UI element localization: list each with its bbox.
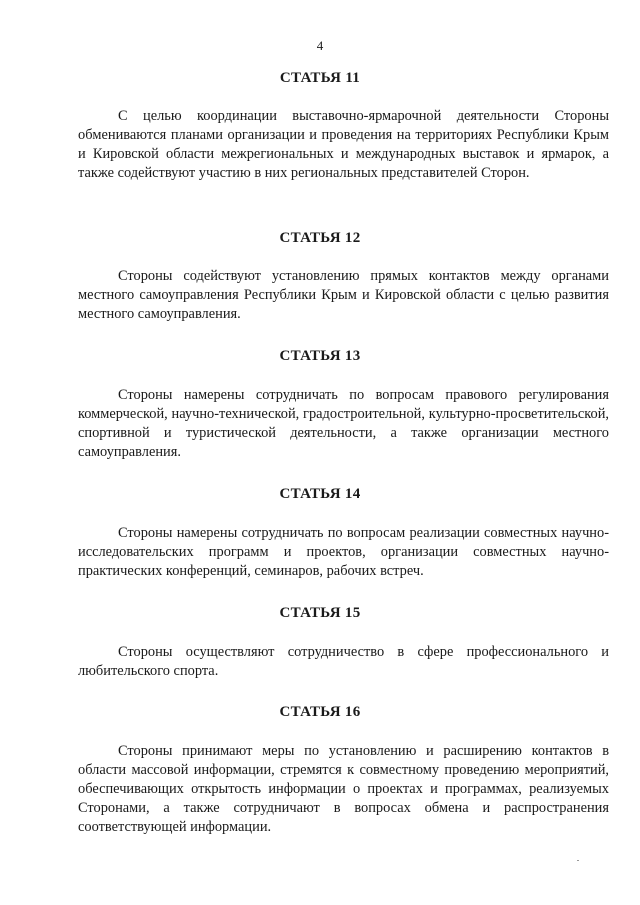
article-16-heading: СТАТЬЯ 16 [279, 704, 361, 720]
scan-speck [577, 860, 579, 861]
article-16-text: Стороны принимают меры по установлению и расширению контактов в области массовой информации, стремятся к совместному проведению мероприятий, обеспечивающих открытость информации о проектах и программах, реализуемых Сторонами, а также сотрудничают в вопросах обмена и распространения соответствующей информации. [78, 743, 609, 835]
article-15-heading: СТАТЬЯ 15 [279, 605, 361, 621]
article-13-text: Стороны намерены сотрудничать по вопросам правового регулирования коммерческой, научно-технической, градостроительной, культурно-просветительской, спортивной и туристической деятельности, а также организации местного самоуправления. [78, 387, 609, 460]
article-15-text: Стороны осуществляют сотрудничество в сфере профессионального и любительского спорта. [78, 644, 609, 679]
article-14-text: Стороны намерены сотрудничать по вопросам реализации совместных научно-исследовательских программ и проектов, организации совместных научно-практических конференций, семинаров, рабочих встреч. [78, 525, 609, 579]
article-11-heading: СТАТЬЯ 11 [279, 70, 361, 86]
article-12-text: Стороны содействуют установлению прямых контактов между органами местного самоуправления Республики Крым и Кировской области с целью развития местного самоуправления. [78, 268, 609, 322]
article-14-heading: СТАТЬЯ 14 [279, 486, 361, 502]
article-12-heading: СТАТЬЯ 12 [279, 230, 361, 246]
page-number: 4 [316, 38, 324, 53]
article-13-heading: СТАТЬЯ 13 [279, 348, 361, 364]
article-11-text: С целью координации выставочно-ярмарочной деятельности Стороны обмениваются планами организации и проведения на территориях Республики Крым и Кировской области межрегиональных и международных выставок и ярмарок, а также содействуют участию в них региональных представителей Сторон. [78, 108, 609, 181]
